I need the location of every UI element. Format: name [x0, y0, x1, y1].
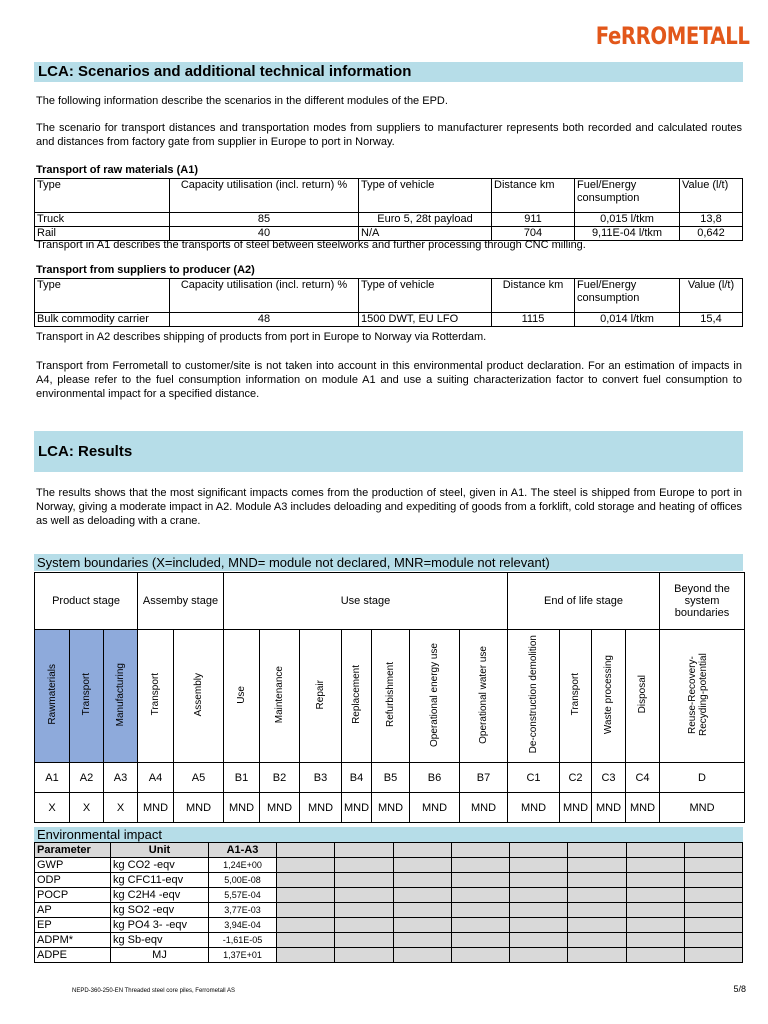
- cell: 0,642: [680, 227, 743, 241]
- module-code: D: [660, 763, 745, 793]
- module-code: B6: [410, 763, 460, 793]
- module-code: C2: [560, 763, 592, 793]
- empty-cell: [568, 933, 626, 948]
- table-row: [35, 903, 743, 918]
- module-label: Operational energy use: [429, 642, 440, 747]
- empty-cell: [277, 933, 335, 948]
- company-logo: FeRROMETALL: [596, 22, 750, 50]
- parameter-cell: EP: [35, 918, 111, 933]
- empty-cell: [684, 873, 742, 888]
- empty-cell: [684, 888, 742, 903]
- empty-cell: [684, 948, 742, 963]
- header-capacity: Capacity utilisation (incl. return) %: [170, 179, 359, 213]
- transport-a2-note: Transport in A2 describes shipping of products from port in Europe to Norway via Rotterdam.: [36, 331, 487, 343]
- module-code: B7: [460, 763, 508, 793]
- module-cell: [174, 630, 224, 763]
- empty-cell: [335, 858, 393, 873]
- module-cell: [342, 630, 372, 763]
- header-capacity: Capacity utilisation (incl. return) %: [170, 279, 359, 313]
- empty-cell: [277, 948, 335, 963]
- table-row: [35, 858, 743, 873]
- intro-paragraph: The following information describe the scenarios in the different modules of the EPD.: [36, 95, 448, 107]
- module-code: A1: [35, 763, 70, 793]
- module-label: Disposal: [637, 675, 648, 714]
- empty-cell: [510, 918, 568, 933]
- module-value: MND: [660, 793, 745, 823]
- module-value: X: [35, 793, 70, 823]
- module-cell: [460, 630, 508, 763]
- module-value: X: [70, 793, 104, 823]
- empty-cell: [684, 858, 742, 873]
- module-label: Waste processing: [603, 654, 614, 735]
- system-boundaries-table: [34, 572, 745, 823]
- cell: 1500 DWT, EU LFO: [359, 313, 492, 327]
- module-label: De-construction demolition: [528, 635, 539, 754]
- value-cell: 1,24E+00: [209, 858, 277, 873]
- module-value: MND: [560, 793, 592, 823]
- header-parameter: Parameter: [35, 843, 111, 858]
- module-value: MND: [342, 793, 372, 823]
- empty-cell: [277, 903, 335, 918]
- module-code: C3: [592, 763, 626, 793]
- header-distance: Distance km: [492, 279, 575, 313]
- empty-cell: [684, 918, 742, 933]
- parameter-cell: ADPE: [35, 948, 111, 963]
- empty-cell: [393, 858, 451, 873]
- unit-cell: kg CFC11-eqv: [111, 873, 209, 888]
- empty-cell: [510, 933, 568, 948]
- module-value: X: [104, 793, 138, 823]
- empty-cell: [568, 873, 626, 888]
- table-row: [35, 918, 743, 933]
- unit-cell: kg C2H4 -eqv: [111, 888, 209, 903]
- empty-cell: [568, 858, 626, 873]
- unit-cell: kg Sb-eqv: [111, 933, 209, 948]
- parameter-cell: ODP: [35, 873, 111, 888]
- empty-cell: [510, 858, 568, 873]
- empty-cell: [277, 888, 335, 903]
- module-cell: [410, 630, 460, 763]
- stage-beyond: Beyond the system boundaries: [660, 573, 745, 630]
- parameter-cell: AP: [35, 903, 111, 918]
- results-paragraph: The results shows that the most significant impacts comes from the production of steel, given in A1. The steel is shipped from Europe to port in Norway, giving a moderate impact in A2. Module A3 includes deloading and expediting of goods from a forklift, cold storage and heating of offices as well as deloading with a crane.: [36, 487, 742, 527]
- cell: 704: [492, 227, 575, 241]
- module-code: C1: [508, 763, 560, 793]
- transport-a1-note: Transport in A1 describes the transports of steel between steelworks and further processing through CNC milling.: [36, 239, 586, 251]
- empty-cell: [684, 903, 742, 918]
- empty-cell: [451, 903, 509, 918]
- transport-a1-heading: Transport of raw materials (A1): [36, 164, 198, 176]
- module-label: Manufacturing: [115, 662, 126, 727]
- module-cell: [300, 630, 342, 763]
- module-code: A2: [70, 763, 104, 793]
- header-type: Type: [35, 179, 170, 213]
- empty-cell: [568, 948, 626, 963]
- empty-cell: [393, 903, 451, 918]
- value-cell: 5,00E-08: [209, 873, 277, 888]
- header-a1-a3: A1-A3: [209, 843, 277, 858]
- header-fuel: Fuel/Energy consumption: [575, 179, 680, 213]
- header-value: Value (l/t): [680, 279, 743, 313]
- empty-cell: [451, 873, 509, 888]
- header-unit: Unit: [111, 843, 209, 858]
- module-code: A5: [174, 763, 224, 793]
- module-value: MND: [260, 793, 300, 823]
- value-cell: 3,94E-04: [209, 918, 277, 933]
- module-value: MND: [224, 793, 260, 823]
- value-cell: 5,57E-04: [209, 888, 277, 903]
- module-cell: [138, 630, 174, 763]
- cell: N/A: [359, 227, 492, 241]
- stage-product: Product stage: [35, 573, 138, 630]
- module-value: MND: [508, 793, 560, 823]
- header-distance: Distance km: [492, 179, 575, 213]
- module-value: MND: [174, 793, 224, 823]
- module-code: B3: [300, 763, 342, 793]
- module-value: MND: [592, 793, 626, 823]
- page-number: 5/8: [733, 984, 746, 994]
- module-code: C4: [626, 763, 660, 793]
- module-code: A4: [138, 763, 174, 793]
- empty-cell: [684, 933, 742, 948]
- header-type: Type: [35, 279, 170, 313]
- empty-cell: [393, 888, 451, 903]
- empty-cell: [568, 903, 626, 918]
- module-code: B4: [342, 763, 372, 793]
- module-cell: [560, 630, 592, 763]
- unit-cell: kg PO4 3- -eqv: [111, 918, 209, 933]
- module-code: A3: [104, 763, 138, 793]
- header-vehicle: Type of vehicle: [359, 179, 492, 213]
- empty-cell: [626, 948, 684, 963]
- module-label: Repair: [315, 679, 326, 710]
- transport-a2-heading: Transport from suppliers to producer (A2): [36, 264, 255, 276]
- empty-cell: [393, 873, 451, 888]
- empty-cell: [451, 918, 509, 933]
- module-cell: [508, 630, 560, 763]
- empty-cell: [510, 948, 568, 963]
- unit-cell: MJ: [111, 948, 209, 963]
- stage-assembly: Assemby stage: [138, 573, 224, 630]
- empty-cell: [568, 888, 626, 903]
- module-cell: [372, 630, 410, 763]
- table-row: [35, 873, 743, 888]
- empty-cell: [568, 918, 626, 933]
- empty-cell: [451, 948, 509, 963]
- environmental-impact-title: Environmental impact: [34, 827, 743, 842]
- value-cell: -1,61E-05: [209, 933, 277, 948]
- header-vehicle: Type of vehicle: [359, 279, 492, 313]
- empty-cell: [277, 858, 335, 873]
- cell: 13,8: [680, 213, 743, 227]
- table-row: [35, 948, 743, 963]
- cell: Rail: [35, 227, 170, 241]
- empty-cell: [626, 918, 684, 933]
- cell: 15,4: [680, 313, 743, 327]
- module-value: MND: [300, 793, 342, 823]
- transport-a2-table: [34, 278, 743, 327]
- cell: 85: [170, 213, 359, 227]
- module-value: MND: [410, 793, 460, 823]
- table-row: [35, 888, 743, 903]
- module-code: B2: [260, 763, 300, 793]
- empty-cell: [626, 873, 684, 888]
- empty-cell: [451, 933, 509, 948]
- cell: 0,014 l/tkm: [575, 313, 680, 327]
- cell: 1115: [492, 313, 575, 327]
- module-label: Transport: [150, 673, 161, 716]
- module-label: Transport: [570, 673, 581, 716]
- cell: Truck: [35, 213, 170, 227]
- value-cell: 3,77E-03: [209, 903, 277, 918]
- module-value: MND: [460, 793, 508, 823]
- module-label: Use: [236, 685, 247, 704]
- transport-a1-table: [34, 178, 743, 241]
- cell: 40: [170, 227, 359, 241]
- empty-cell: [451, 888, 509, 903]
- module-label: Transport: [81, 673, 92, 716]
- empty-cell: [335, 903, 393, 918]
- empty-cell: [335, 918, 393, 933]
- module-cell: [104, 630, 138, 763]
- cell: Euro 5, 28t payload: [359, 213, 492, 227]
- module-label: Reuse-Recovery-Recyding-potential: [687, 653, 709, 736]
- module-cell: [35, 630, 70, 763]
- cell: 48: [170, 313, 359, 327]
- empty-cell: [626, 888, 684, 903]
- value-cell: 1,37E+01: [209, 948, 277, 963]
- section-title-scenarios: LCA: Scenarios and additional technical information: [34, 62, 743, 82]
- module-label: Operational water use: [478, 645, 489, 744]
- empty-cell: [335, 888, 393, 903]
- unit-cell: kg SO2 -eqv: [111, 903, 209, 918]
- table-row: [35, 313, 743, 327]
- module-label: Refurbishment: [385, 661, 396, 728]
- stage-use: Use stage: [224, 573, 508, 630]
- module-label: Rawmaterials: [46, 664, 58, 725]
- empty-cell: [335, 933, 393, 948]
- module-cell: [626, 630, 660, 763]
- header-fuel: Fuel/Energy consumption: [575, 279, 680, 313]
- environmental-impact-table: [34, 842, 743, 963]
- parameter-cell: ADPM*: [35, 933, 111, 948]
- module-cell: [224, 630, 260, 763]
- module-code: B5: [372, 763, 410, 793]
- cell: 911: [492, 213, 575, 227]
- module-label: Replacement: [351, 665, 362, 724]
- table-row: [35, 933, 743, 948]
- footer-text: NEPD-360-250-EN Threaded steel core piles, Ferrometall AS: [72, 988, 235, 994]
- empty-cell: [393, 933, 451, 948]
- header-value: Value (l/t): [680, 179, 743, 213]
- module-cell: [70, 630, 104, 763]
- cell: 0,015 l/tkm: [575, 213, 680, 227]
- empty-cell: [335, 948, 393, 963]
- cell: 9,11E-04 l/tkm: [575, 227, 680, 241]
- module-cell: [592, 630, 626, 763]
- module-label: Assembly: [193, 672, 204, 717]
- module-value: MND: [626, 793, 660, 823]
- empty-cell: [277, 918, 335, 933]
- empty-cell: [451, 858, 509, 873]
- empty-cell: [626, 903, 684, 918]
- empty-cell: [510, 888, 568, 903]
- cell: Bulk commodity carrier: [35, 313, 170, 327]
- module-value: MND: [138, 793, 174, 823]
- module-cell: [660, 630, 745, 763]
- module-value: MND: [372, 793, 410, 823]
- unit-cell: kg CO2 -eqv: [111, 858, 209, 873]
- empty-cell: [626, 858, 684, 873]
- empty-cell: [393, 918, 451, 933]
- empty-cell: [626, 933, 684, 948]
- empty-cell: [510, 873, 568, 888]
- transport-a4-paragraph: Transport from Ferrometall to customer/site is not taken into account in this environmental product declaration. For an estimation of impacts in A4, please refer to the fuel consumption information on module A1 and use a suiting characterization factor to convert fuel consumption to environmental impact for a specified distance.: [36, 360, 742, 400]
- empty-cell: [393, 948, 451, 963]
- empty-cell: [510, 903, 568, 918]
- table-row: [35, 213, 743, 227]
- module-cell: [260, 630, 300, 763]
- scenario-paragraph: The scenario for transport distances and transportation modes from suppliers to manufacturer represents both recorded and calculated routes and distances from factory gate from supplier in Europe to port in Norway.: [36, 122, 742, 148]
- system-boundaries-title: System boundaries (X=included, MND= module not declared, MNR=module not relevant): [34, 554, 743, 571]
- stage-end-of-life: End of life stage: [508, 573, 660, 630]
- module-code: B1: [224, 763, 260, 793]
- module-label: Maintenance: [274, 665, 285, 724]
- section-title-results: LCA: Results: [34, 431, 743, 472]
- parameter-cell: POCP: [35, 888, 111, 903]
- parameter-cell: GWP: [35, 858, 111, 873]
- empty-cell: [277, 873, 335, 888]
- empty-cell: [335, 873, 393, 888]
